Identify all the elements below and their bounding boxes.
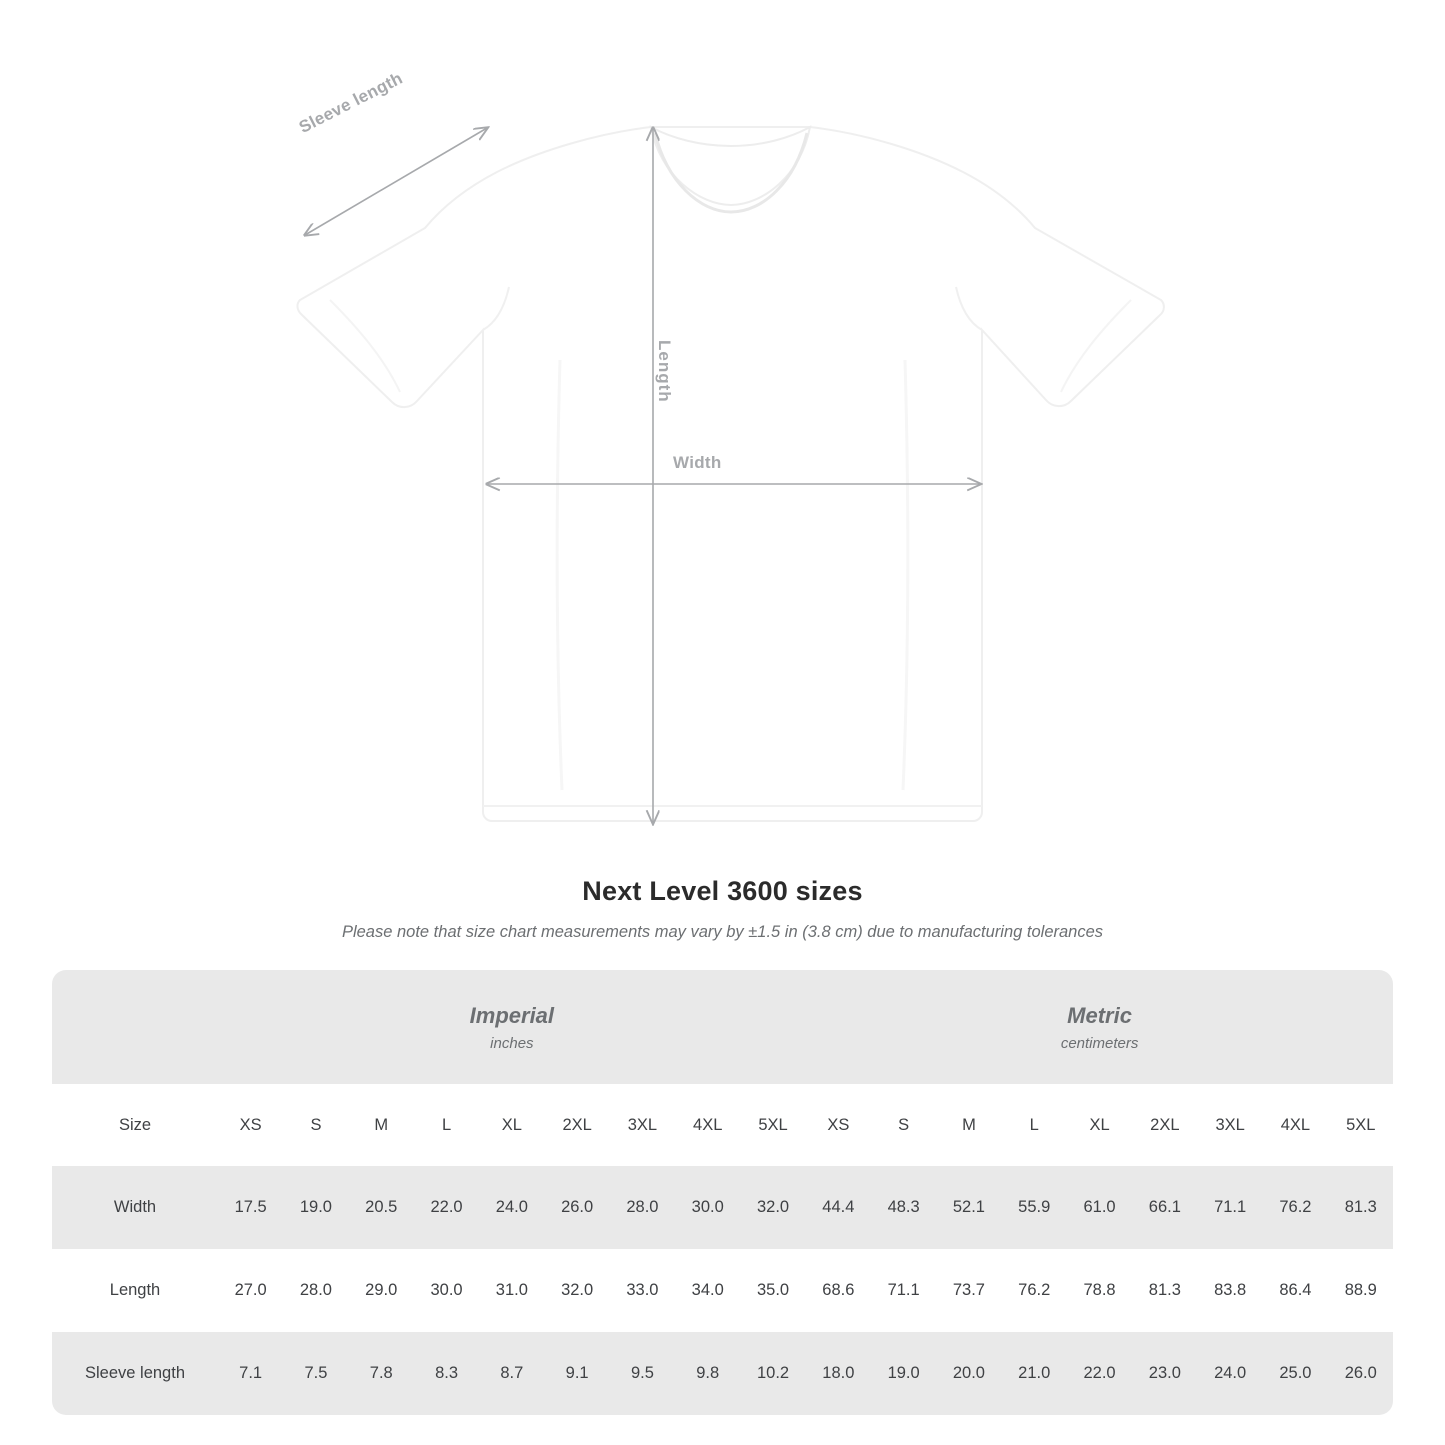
cell-width-metric-l: 55.9 bbox=[1002, 1166, 1067, 1249]
table-row bbox=[52, 1332, 1393, 1415]
cell-sleeve-metric-3xl: 24.0 bbox=[1197, 1332, 1262, 1415]
title-block bbox=[0, 876, 1445, 942]
sleeve-length-label: Sleeve length bbox=[296, 68, 406, 137]
size-col-metric-xs: XS bbox=[806, 1084, 871, 1166]
cell-length-metric-s: 71.1 bbox=[871, 1249, 936, 1332]
system-name-metric: Metric bbox=[1067, 1002, 1132, 1028]
size-col-metric-2xl: 2XL bbox=[1132, 1084, 1197, 1166]
size-col-metric-s: S bbox=[871, 1084, 936, 1166]
cell-length-metric-xs: 68.6 bbox=[806, 1249, 871, 1332]
cell-length-metric-5xl: 88.9 bbox=[1328, 1249, 1393, 1332]
size-col-imperial-l: L bbox=[414, 1084, 479, 1166]
cell-width-imperial-xl: 24.0 bbox=[479, 1166, 544, 1249]
cell-sleeve-imperial-xs: 7.1 bbox=[218, 1332, 283, 1415]
size-col-metric-xl: XL bbox=[1067, 1084, 1132, 1166]
cell-sleeve-imperial-l: 8.3 bbox=[414, 1332, 479, 1415]
size-col-metric-m: M bbox=[936, 1084, 1001, 1166]
system-unit-metric: centimeters bbox=[1060, 1035, 1139, 1053]
row-label-sleeve-length: Sleeve length bbox=[52, 1332, 218, 1415]
cell-sleeve-imperial-4xl: 9.8 bbox=[675, 1332, 740, 1415]
system-header-imperial bbox=[218, 970, 806, 1084]
cell-length-imperial-2xl: 32.0 bbox=[544, 1249, 609, 1332]
cell-length-metric-3xl: 83.8 bbox=[1197, 1249, 1262, 1332]
cell-sleeve-imperial-5xl: 10.2 bbox=[740, 1332, 805, 1415]
cell-width-metric-s: 48.3 bbox=[871, 1166, 936, 1249]
system-unit-imperial: inches bbox=[490, 1035, 534, 1053]
size-table-wrapper bbox=[52, 970, 1393, 1415]
table-row bbox=[52, 1249, 1393, 1332]
cell-width-imperial-5xl: 32.0 bbox=[740, 1166, 805, 1249]
size-col-imperial-4xl: 4XL bbox=[675, 1084, 740, 1166]
width-label: Width bbox=[673, 453, 722, 472]
cell-width-metric-m: 52.1 bbox=[936, 1166, 1001, 1249]
cell-sleeve-metric-s: 19.0 bbox=[871, 1332, 936, 1415]
cell-width-imperial-2xl: 26.0 bbox=[544, 1166, 609, 1249]
cell-length-metric-xl: 78.8 bbox=[1067, 1249, 1132, 1332]
cell-width-imperial-l: 22.0 bbox=[414, 1166, 479, 1249]
tolerance-note: Please note that size chart measurements may vary by ±1.5 in (3.8 cm) due to manufacturing tolerances bbox=[341, 923, 1104, 941]
size-col-imperial-xl: XL bbox=[479, 1084, 544, 1166]
cell-sleeve-metric-xl: 22.0 bbox=[1067, 1332, 1132, 1415]
cell-length-imperial-s: 28.0 bbox=[283, 1249, 348, 1332]
row-label-width: Width bbox=[52, 1166, 218, 1249]
size-col-imperial-m: M bbox=[349, 1084, 414, 1166]
cell-width-imperial-xs: 17.5 bbox=[218, 1166, 283, 1249]
size-col-imperial-s: S bbox=[283, 1084, 348, 1166]
cell-sleeve-metric-l: 21.0 bbox=[1002, 1332, 1067, 1415]
cell-width-imperial-m: 20.5 bbox=[349, 1166, 414, 1249]
size-header-row bbox=[52, 1084, 1393, 1166]
length-label: Length bbox=[655, 340, 674, 403]
cell-length-imperial-m: 29.0 bbox=[349, 1249, 414, 1332]
cell-sleeve-imperial-xl: 8.7 bbox=[479, 1332, 544, 1415]
cell-width-imperial-4xl: 30.0 bbox=[675, 1166, 740, 1249]
cell-sleeve-imperial-m: 7.8 bbox=[349, 1332, 414, 1415]
cell-sleeve-metric-5xl: 26.0 bbox=[1328, 1332, 1393, 1415]
cell-length-imperial-4xl: 34.0 bbox=[675, 1249, 740, 1332]
cell-sleeve-imperial-3xl: 9.5 bbox=[610, 1332, 675, 1415]
cell-width-metric-xs: 44.4 bbox=[806, 1166, 871, 1249]
size-col-metric-4xl: 4XL bbox=[1263, 1084, 1328, 1166]
cell-sleeve-imperial-2xl: 9.1 bbox=[544, 1332, 609, 1415]
cell-sleeve-metric-m: 20.0 bbox=[936, 1332, 1001, 1415]
cell-sleeve-imperial-s: 7.5 bbox=[283, 1332, 348, 1415]
size-col-metric-l: L bbox=[1002, 1084, 1067, 1166]
table-row bbox=[52, 1166, 1393, 1249]
cell-length-imperial-3xl: 33.0 bbox=[610, 1249, 675, 1332]
cell-sleeve-metric-4xl: 25.0 bbox=[1263, 1332, 1328, 1415]
size-col-imperial-5xl: 5XL bbox=[740, 1084, 805, 1166]
cell-length-metric-m: 73.7 bbox=[936, 1249, 1001, 1332]
size-col-imperial-3xl: 3XL bbox=[610, 1084, 675, 1166]
cell-sleeve-metric-xs: 18.0 bbox=[806, 1332, 871, 1415]
cell-length-metric-4xl: 86.4 bbox=[1263, 1249, 1328, 1332]
cell-length-imperial-l: 30.0 bbox=[414, 1249, 479, 1332]
system-header-spacer bbox=[52, 970, 218, 1084]
system-header-row bbox=[52, 970, 1393, 1084]
cell-width-metric-3xl: 71.1 bbox=[1197, 1166, 1262, 1249]
size-col-imperial-2xl: 2XL bbox=[544, 1084, 609, 1166]
row-label-size: Size bbox=[52, 1084, 218, 1166]
system-name-imperial: Imperial bbox=[469, 1002, 555, 1028]
cell-sleeve-metric-2xl: 23.0 bbox=[1132, 1332, 1197, 1415]
cell-length-metric-l: 76.2 bbox=[1002, 1249, 1067, 1332]
cell-length-imperial-5xl: 35.0 bbox=[740, 1249, 805, 1332]
cell-width-metric-2xl: 66.1 bbox=[1132, 1166, 1197, 1249]
cell-length-imperial-xs: 27.0 bbox=[218, 1249, 283, 1332]
tshirt-graphic bbox=[297, 127, 1163, 821]
page-title: Next Level 3600 sizes bbox=[582, 876, 863, 906]
size-col-metric-3xl: 3XL bbox=[1197, 1084, 1262, 1166]
row-label-length: Length bbox=[52, 1249, 218, 1332]
cell-width-metric-xl: 61.0 bbox=[1067, 1166, 1132, 1249]
size-col-imperial-xs: XS bbox=[218, 1084, 283, 1166]
cell-width-imperial-3xl: 28.0 bbox=[610, 1166, 675, 1249]
size-col-metric-5xl: 5XL bbox=[1328, 1084, 1393, 1166]
cell-length-imperial-xl: 31.0 bbox=[479, 1249, 544, 1332]
cell-width-metric-5xl: 81.3 bbox=[1328, 1166, 1393, 1249]
cell-length-metric-2xl: 81.3 bbox=[1132, 1249, 1197, 1332]
system-header-metric bbox=[806, 970, 1394, 1084]
cell-width-metric-4xl: 76.2 bbox=[1263, 1166, 1328, 1249]
size-table bbox=[52, 970, 1393, 1415]
cell-width-imperial-s: 19.0 bbox=[283, 1166, 348, 1249]
